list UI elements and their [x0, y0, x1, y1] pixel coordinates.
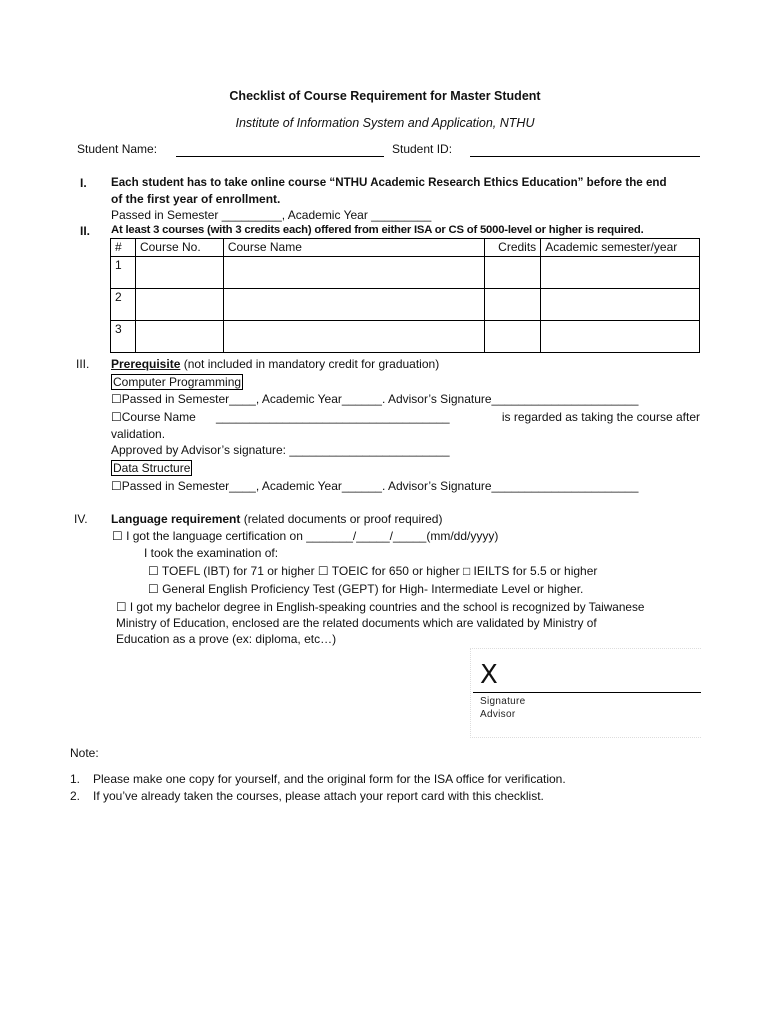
signature-block[interactable]: [470, 648, 701, 738]
note-text: If you’ve already taken the courses, please attach your report card with this checklist.: [93, 789, 544, 803]
bachelor-line2: Ministry of Education, enclosed are the related documents which are validated by Ministry of: [116, 616, 597, 630]
credits-cell[interactable]: [485, 257, 541, 289]
document-title: Checklist of Course Requirement for Master Student: [229, 89, 541, 103]
section2-numeral: II.: [80, 224, 91, 238]
table-row: [111, 321, 700, 353]
course-no-cell[interactable]: [135, 321, 223, 353]
credits-cell[interactable]: [485, 289, 541, 321]
section1-numeral: I.: [80, 176, 87, 190]
signature-x-mark: X: [480, 660, 498, 690]
note-number: 2.: [70, 789, 81, 803]
section4-heading-note: (related documents or proof required): [240, 512, 443, 526]
course-no-cell[interactable]: [135, 289, 223, 321]
language-exam-label: I took the examination of:: [144, 546, 279, 560]
table-row: [111, 257, 700, 289]
section2-text: At least 3 courses (with 3 credits each) offered from either ISA or CS of 5000-level or higher is required.: [111, 224, 644, 236]
semester-cell[interactable]: [541, 289, 700, 321]
student-id-label: Student ID:: [392, 142, 453, 156]
table-header-row: [111, 239, 700, 257]
prereq-course1-wrap: [111, 374, 243, 390]
prereq-course2-wrap: [111, 460, 192, 476]
section4-heading: Language requirement: [111, 512, 241, 526]
section4-numeral: IV.: [74, 512, 88, 526]
signature-label: Signature: [480, 696, 526, 707]
bachelor-checkbox[interactable]: ☐ I got my bachelor degree in English-speaking countries and the school is recognized by Taiwanese: [116, 600, 645, 614]
student-id-field[interactable]: [470, 156, 700, 157]
prereq-course2: Data Structure: [113, 461, 191, 475]
course-table: [110, 238, 700, 353]
table-row: [111, 289, 700, 321]
section3-heading: Prerequisite: [111, 357, 181, 371]
column-header: Course Name: [223, 239, 484, 257]
prereq-passed1[interactable]: ☐Passed in Semester____, Academic Year______. Advisor’s Signature______________________: [111, 392, 639, 406]
prereq-course1: Computer Programming: [113, 375, 242, 389]
prereq-course-name-label[interactable]: ☐Course Name: [111, 410, 196, 424]
semester-cell[interactable]: [541, 321, 700, 353]
section1-passed: Passed in Semester _________, Academic Year _________: [111, 208, 432, 222]
language-tests-line1[interactable]: ☐ TOEFL (IBT) for 71 or higher ☐ TOEIC for 650 or higher □ IEILTS for 5.5 or higher: [148, 564, 598, 578]
section1-line1: Each student has to take online course “NTHU Academic Research Ethics Education” before the end: [111, 176, 667, 189]
row-number: 1: [111, 257, 136, 289]
course-name-cell[interactable]: [223, 289, 484, 321]
semester-cell[interactable]: [541, 257, 700, 289]
prereq-course-name-blank[interactable]: ___________________________________: [216, 410, 450, 424]
section3-numeral: III.: [76, 357, 90, 371]
section1-line2: of the first year of enrollment.: [111, 192, 281, 206]
course-name-cell[interactable]: [223, 321, 484, 353]
language-cert-checkbox[interactable]: ☐ I got the language certification on _______/_____/_____(mm/dd/yyyy): [112, 529, 499, 543]
column-header: #: [111, 239, 136, 257]
student-name-label: Student Name:: [77, 142, 158, 156]
document-subtitle: Institute of Information System and Application, NTHU: [235, 116, 535, 130]
signature-advisor-label: Advisor: [480, 709, 516, 720]
column-header: Course No.: [135, 239, 223, 257]
prereq-validation: validation.: [111, 427, 166, 441]
bachelor-line3: Education as a prove (ex: diploma, etc…): [116, 632, 337, 646]
row-number: 3: [111, 321, 136, 353]
section3-heading-note: (not included in mandatory credit for graduation): [180, 357, 440, 371]
course-name-cell[interactable]: [223, 257, 484, 289]
prereq-passed2[interactable]: ☐Passed in Semester____, Academic Year______. Advisor’s Signature______________________: [111, 479, 639, 493]
language-tests-line2[interactable]: ☐ General English Proficiency Test (GEPT) for High- Intermediate Level or higher.: [148, 582, 584, 596]
column-header: Credits: [485, 239, 541, 257]
prereq-course-name-tail: is regarded as taking the course after: [501, 410, 700, 424]
prereq-approved[interactable]: Approved by Advisor’s signature: ________________________: [111, 443, 450, 457]
section4-heading-line: [111, 512, 442, 526]
section3-heading-line: [111, 357, 439, 371]
course-no-cell[interactable]: [135, 257, 223, 289]
student-name-field[interactable]: [176, 156, 384, 157]
note-text: Please make one copy for yourself, and the original form for the ISA office for verification.: [93, 772, 566, 786]
notes-heading: Note:: [70, 746, 99, 760]
credits-cell[interactable]: [485, 321, 541, 353]
note-number: 1.: [70, 772, 81, 786]
signature-line: [473, 692, 701, 693]
column-header: Academic semester/year: [541, 239, 700, 257]
row-number: 2: [111, 289, 136, 321]
